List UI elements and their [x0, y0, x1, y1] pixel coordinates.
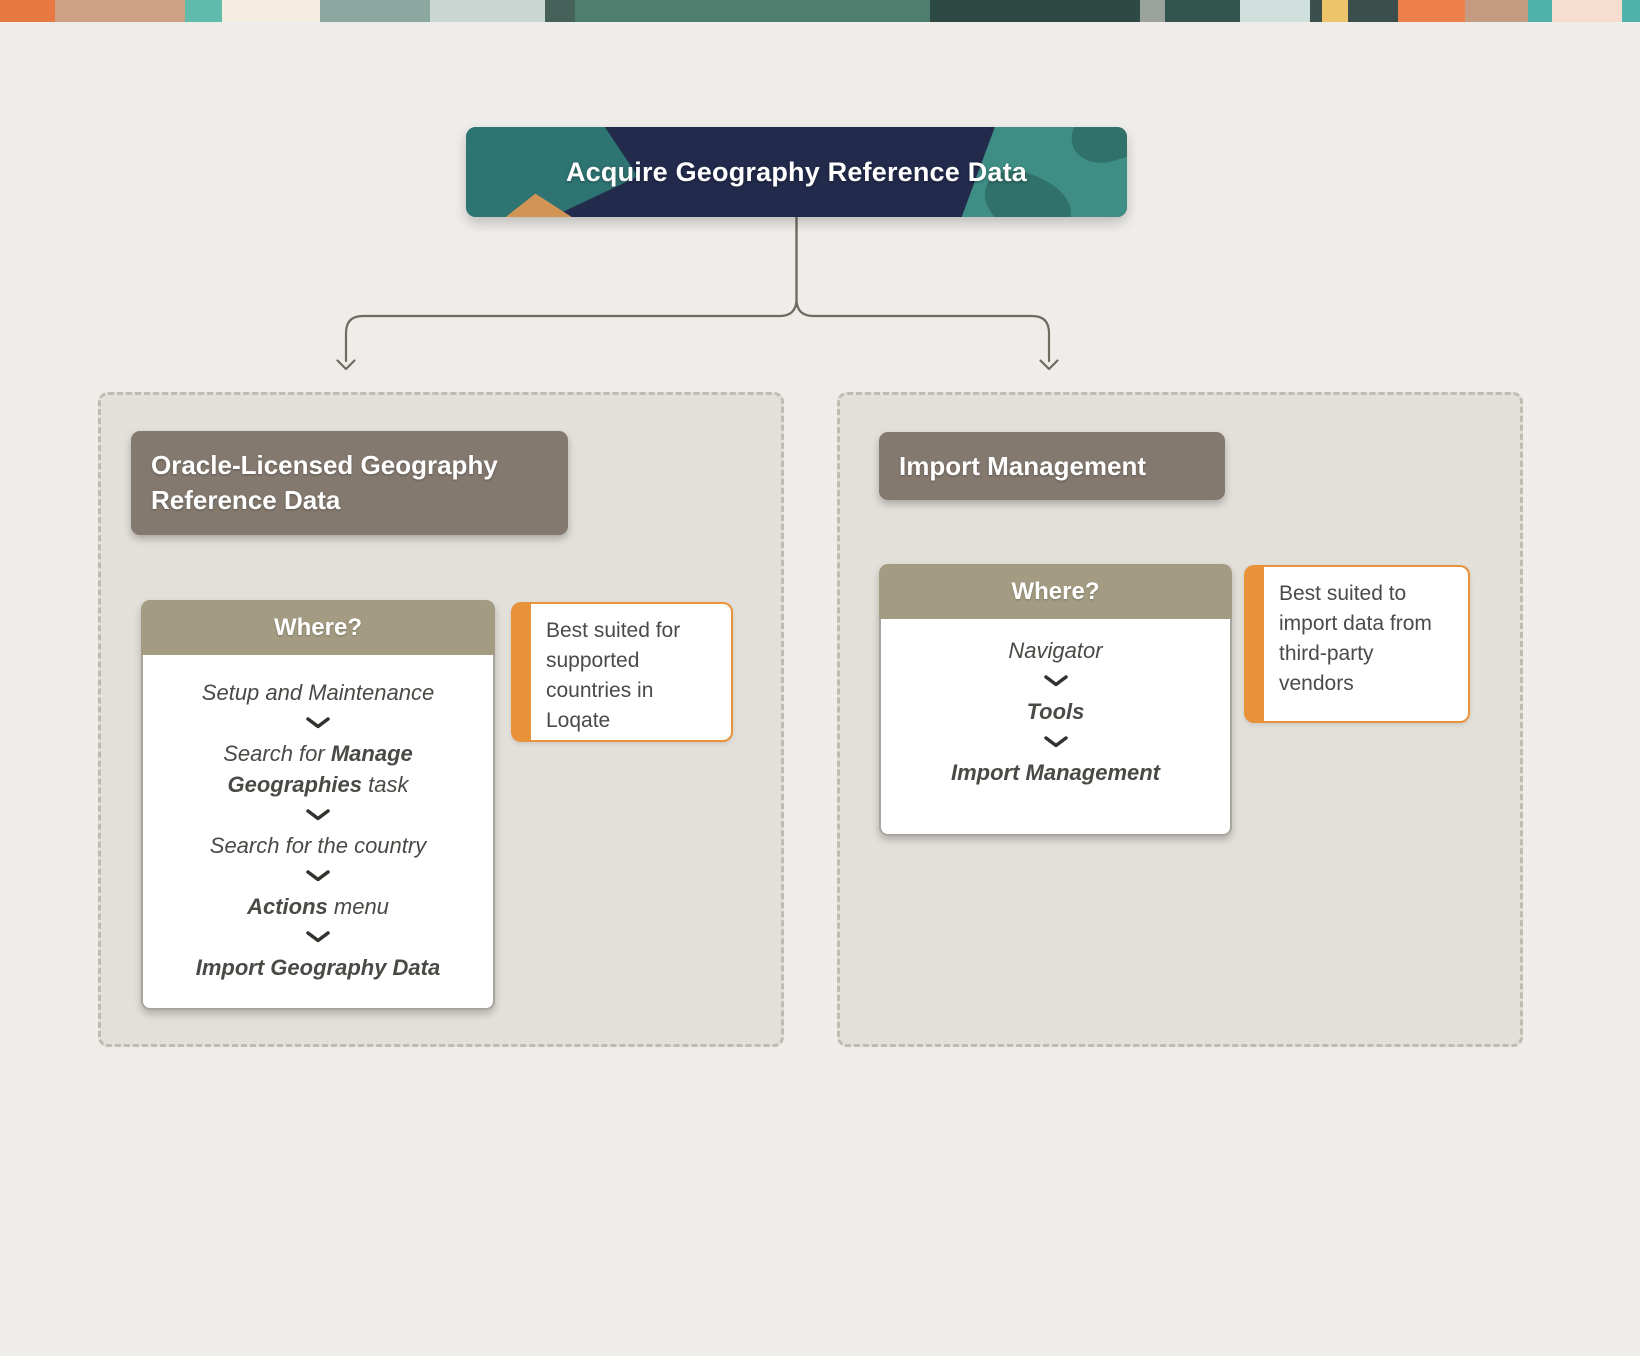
flow-step: Tools [1026, 699, 1085, 724]
chevron-down-icon [305, 716, 331, 730]
root-node [466, 127, 1127, 217]
where-steps-oracle [141, 655, 495, 1010]
arrowhead-left [338, 361, 355, 370]
where-header: Where? [879, 564, 1232, 619]
chevron-down-icon [1043, 674, 1069, 688]
flow-step: Search for the country [209, 833, 427, 858]
flow-step: Import Management [950, 760, 1161, 785]
arrowhead-right [1041, 361, 1058, 370]
connector-root-to-right [797, 217, 1050, 361]
note-card-oracle [511, 602, 733, 742]
branch-import-management [837, 392, 1523, 1047]
flow-step: Import Geography Data [195, 955, 441, 980]
note-text: Best suited for supported countries in Loqate [546, 619, 681, 732]
root-node-label: Acquire Geography Reference Data [565, 156, 1028, 187]
flow-step: Search for Manage Geographies task [223, 741, 413, 797]
branch-header-oracle: Oracle-Licensed Geography Reference Data [131, 431, 568, 535]
chevron-down-icon [1043, 735, 1069, 749]
note-card-import [1244, 565, 1470, 723]
flow-step: Actions menu [247, 894, 389, 919]
branch-header-import: Import Management [879, 432, 1225, 500]
where-box-oracle [141, 600, 495, 1010]
where-box-import [879, 564, 1232, 836]
flow-step: Setup and Maintenance [201, 680, 435, 705]
flow-step: Navigator [1008, 638, 1103, 663]
leaf-shape-icon [1064, 127, 1127, 171]
chevron-down-icon [305, 930, 331, 944]
chevron-down-icon [305, 808, 331, 822]
chevron-down-icon [305, 869, 331, 883]
branch-oracle-licensed [98, 392, 784, 1047]
decorative-banner [0, 0, 1640, 22]
where-steps-import [879, 619, 1232, 836]
note-text: Best suited to import data from third-party vendors [1279, 582, 1432, 695]
connector-root-to-left [346, 217, 797, 361]
where-header: Where? [141, 600, 495, 655]
